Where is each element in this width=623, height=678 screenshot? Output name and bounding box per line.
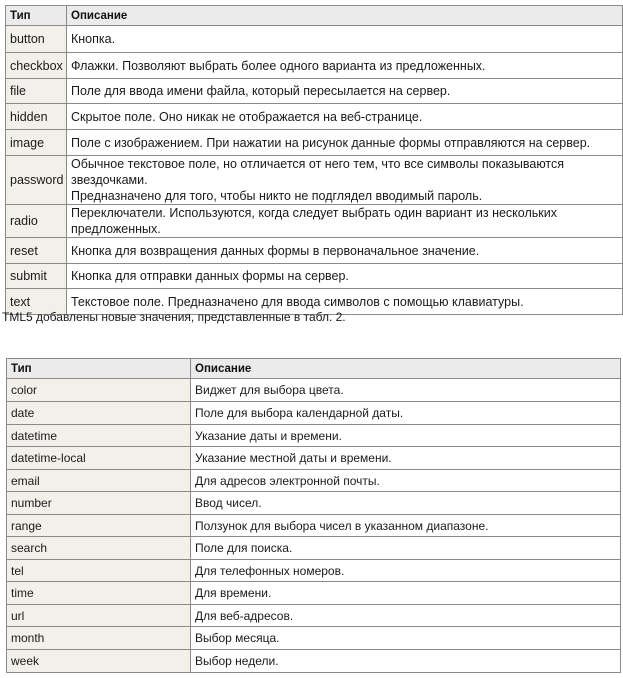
description-cell: Ползунок для выбора чисел в указанном диапазоне. <box>191 515 621 537</box>
type-cell: date <box>7 402 191 425</box>
header-type: Тип <box>7 359 191 379</box>
table-row <box>6 205 623 238</box>
type-cell: radio <box>6 205 67 238</box>
description-cell: Указание даты и времени. <box>191 425 621 447</box>
table-row <box>6 79 623 104</box>
type-cell: datetime <box>7 425 191 447</box>
table-row <box>7 650 621 673</box>
table-row <box>6 238 623 264</box>
type-cell: week <box>7 650 191 673</box>
description-cell: Ввод чисел. <box>191 492 621 515</box>
header-description: Описание <box>67 6 623 26</box>
table-row <box>7 447 621 470</box>
table-header-row <box>7 359 621 379</box>
type-cell: checkbox <box>6 53 67 79</box>
table-row <box>7 379 621 402</box>
type-cell: hidden <box>6 104 67 130</box>
header-description: Описание <box>191 359 621 379</box>
table-row <box>7 470 621 492</box>
description-cell: Для веб-адресов. <box>191 605 621 627</box>
description-cell: Виджет для выбора цвета. <box>191 379 621 402</box>
table-row <box>7 582 621 605</box>
type-cell: text <box>6 289 67 315</box>
type-cell: url <box>7 605 191 627</box>
type-cell: file <box>6 79 67 104</box>
table-row <box>6 26 623 53</box>
table-row <box>7 560 621 582</box>
description-cell: Текстовое поле. Предназначено для ввода символов с помощью клавиатуры. <box>67 289 623 315</box>
type-cell: email <box>7 470 191 492</box>
type-cell: submit <box>6 264 67 289</box>
description-cell: Переключатели. Используются, когда следует выбрать один вариант из нескольких предложенных. <box>67 205 623 238</box>
table-row <box>6 264 623 289</box>
description-cell: Поле для поиска. <box>191 537 621 560</box>
input-types-table <box>5 5 623 315</box>
type-cell: tel <box>7 560 191 582</box>
type-cell: range <box>7 515 191 537</box>
table-row <box>7 515 621 537</box>
table-row <box>7 627 621 650</box>
html5-input-types-table <box>6 358 621 673</box>
table-row <box>7 537 621 560</box>
type-cell: search <box>7 537 191 560</box>
type-cell: image <box>6 130 67 156</box>
table-row <box>6 156 623 205</box>
table-header-row <box>6 6 623 26</box>
description-cell: Кнопка для отправки данных формы на сервер. <box>67 264 623 289</box>
type-cell: color <box>7 379 191 402</box>
description-cell: Для времени. <box>191 582 621 605</box>
description-cell: Поле для ввода имени файла, который пересылается на сервер. <box>67 79 623 104</box>
description-cell: Скрытое поле. Оно никак не отображается на веб-странице. <box>67 104 623 130</box>
description-cell: Для телефонных номеров. <box>191 560 621 582</box>
table-row <box>6 53 623 79</box>
description-cell <box>67 156 623 205</box>
table-row <box>6 130 623 156</box>
type-cell: datetime-local <box>7 447 191 470</box>
description-cell: Для адресов электронной почты. <box>191 470 621 492</box>
description-line: Обычное текстовое поле, но отличается от него тем, что все символы показываются звездочками. <box>71 157 565 187</box>
description-cell: Поле с изображением. При нажатии на рисунок данные формы отправляются на сервер. <box>67 130 623 156</box>
type-cell: number <box>7 492 191 515</box>
table-row <box>6 104 623 130</box>
description-line: Предназначено для того, чтобы никто не подглядел вводимый пароль. <box>71 189 483 203</box>
type-cell: password <box>6 156 67 205</box>
type-cell: time <box>7 582 191 605</box>
table-row <box>7 492 621 515</box>
description-cell: Поле для выбора календарной даты. <box>191 402 621 425</box>
type-cell: month <box>7 627 191 650</box>
table-row <box>7 402 621 425</box>
description-cell: Флажки. Позволяют выбрать более одного варианта из предложенных. <box>67 53 623 79</box>
description-cell: Выбор недели. <box>191 650 621 673</box>
table-row <box>7 605 621 627</box>
type-cell: button <box>6 26 67 53</box>
table-intro-text: TML5 добавлены новые значения, представленные в табл. 2. <box>2 310 346 324</box>
description-cell: Указание местной даты и времени. <box>191 447 621 470</box>
header-type: Тип <box>6 6 67 26</box>
description-cell: Выбор месяца. <box>191 627 621 650</box>
table-row <box>7 425 621 447</box>
description-cell: Кнопка для возвращения данных формы в первоначальное значение. <box>67 238 623 264</box>
type-cell: reset <box>6 238 67 264</box>
description-cell: Кнопка. <box>67 26 623 53</box>
